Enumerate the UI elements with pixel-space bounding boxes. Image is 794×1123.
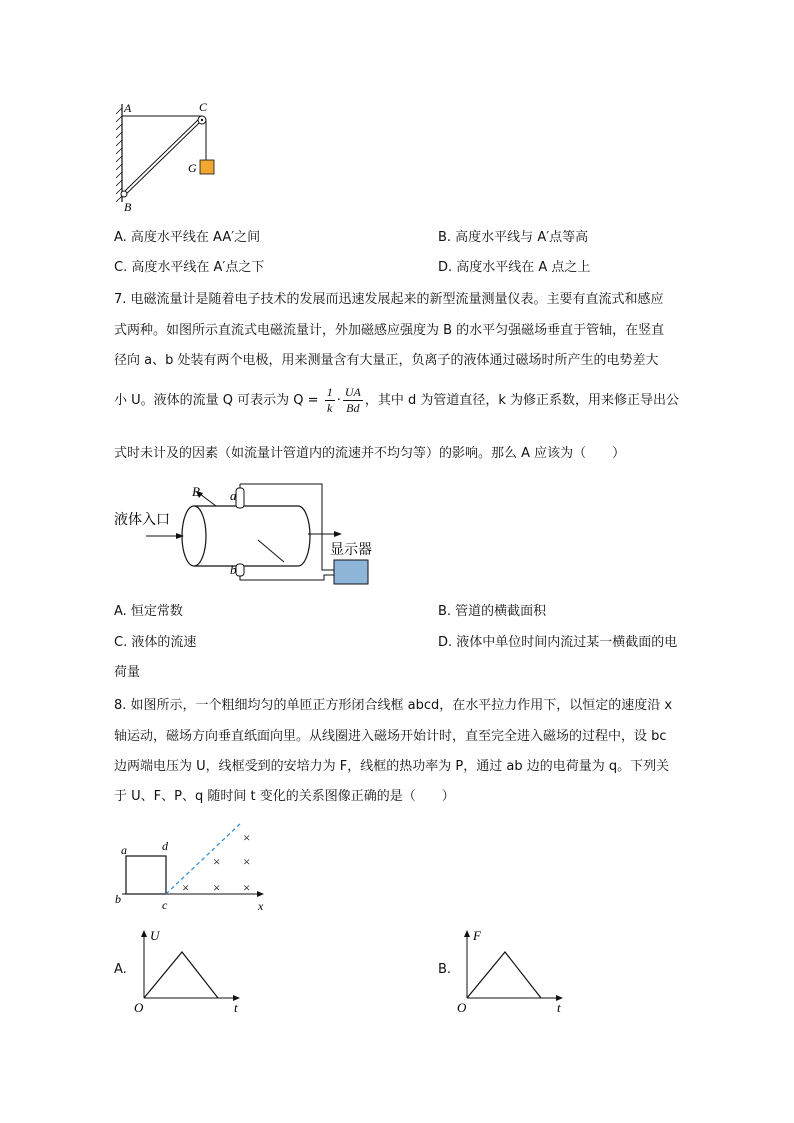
q7-fig-label-b-field: B [192, 484, 200, 499]
q7-line-4b: ，其中 d 为管道直径，k 为修正系数，用来修正导出公 [364, 393, 680, 408]
q8-field-cross: × [243, 854, 251, 869]
q7-frac1-num: 1 [326, 385, 333, 399]
q8-graph-a[interactable] [130, 926, 250, 1016]
q8-line-2: 轴运动，磁场方向垂直纸面向里。从线圈进入磁场开始计时，直至完全进入磁场的过程中，设 bc [114, 729, 667, 744]
q7-line-5: 式时未计及的因素（如流量计管道内的流速并不均匀等）的影响。那么 A 应该为（ ） [114, 446, 626, 461]
fig6-label-g: G [188, 161, 197, 175]
q7-line-1: 7. 电磁流量计是随着电子技术的发展而迅速发展起来的新型流量测量仪表。主要有直流式和感应 [114, 292, 664, 307]
q7-frac2-num: UA [344, 385, 361, 399]
q8-field-cross: × [243, 830, 251, 845]
q7-fig-inlet: 液体入口 [114, 512, 170, 528]
fig6-label-b: B [124, 200, 132, 214]
q8-graph-a-ylabel: U [150, 928, 160, 943]
q8-graph-b-ylabel: F [473, 928, 481, 943]
q8-figure [112, 818, 272, 914]
q8-line-1: 8. 如图所示，一个粗细均匀的单匝正方形闭合线框 abcd，在水平拉力作用下，以恒定的速度沿 x [114, 698, 673, 713]
q7-frac2-den: Bd [346, 401, 360, 415]
q8-fig-label-a: a [121, 843, 127, 857]
q8-field-cross: × [243, 880, 251, 895]
q8-fig-label-b: b [115, 892, 121, 906]
q8-option-b[interactable]: B. [438, 962, 452, 977]
q6-option-a[interactable]: A. 高度水平线在 AA′之间 [114, 230, 261, 245]
q7-option-d[interactable]: D. 液体中单位时间内流过某一横截面的电 [438, 635, 678, 650]
q7-frac1-den: k [327, 401, 333, 415]
q8-graph-b[interactable] [453, 926, 573, 1016]
q8-field-cross: × [213, 854, 221, 869]
q8-field-cross: × [182, 880, 190, 895]
q8-graph-b-xlabel: t [557, 1000, 561, 1015]
q7-line-4a: 小 U。液体的流量 Q 可表示为 Q = [114, 393, 319, 408]
q6-option-c[interactable]: C. 高度水平线在 A′点之下 [114, 260, 265, 275]
fig6-label-c: C [199, 100, 208, 114]
q8-fig-label-c: c [162, 898, 168, 912]
q8-graph-a-origin: O [134, 1000, 144, 1015]
q7-dot: · [336, 393, 341, 408]
q8-graph-b-origin: O [457, 1000, 467, 1015]
q7-line-3: 径向 a、b 处装有两个电极，用来测量含有大量正，负离子的液体通过磁场时所产生的电势差大 [114, 353, 659, 368]
q8-option-a[interactable]: A. [114, 962, 127, 977]
q8-line-3: 边两端电压为 U，线框受到的安培力为 F，线框的热功率为 P，通过 ab 边的电荷量为 q。下列关 [114, 759, 670, 774]
q6-option-d[interactable]: D. 高度水平线在 A 点之上 [438, 260, 591, 275]
q7-option-a[interactable]: A. 恒定常数 [114, 604, 183, 619]
q6-figure [112, 98, 232, 218]
q8-fig-label-x: x [258, 899, 264, 913]
q7-fraction-2 [343, 385, 363, 416]
q7-option-d-cont: 荷量 [114, 665, 141, 680]
q7-option-b[interactable]: B. 管道的横截面积 [438, 604, 547, 619]
q7-fig-label-a: a [230, 488, 237, 503]
q7-figure [112, 478, 392, 590]
fig6-label-a: A [124, 101, 132, 115]
q7-line-4 [114, 384, 704, 418]
q7-fraction-1 [325, 385, 335, 416]
q8-graph-a-xlabel: t [234, 1000, 238, 1015]
q8-fig-label-d: d [162, 839, 168, 853]
q7-fig-label-b: b [230, 562, 237, 577]
q7-line-2: 式两种。如图所示直流式电磁流量计，外加磁感应强度为 B 的水平匀强磁场垂直于管轴，在竖直 [114, 323, 665, 338]
q7-option-c[interactable]: C. 液体的流速 [114, 635, 197, 650]
q8-field-cross: × [213, 880, 221, 895]
q7-fig-display: 显示器 [330, 542, 372, 558]
q6-option-b[interactable]: B. 高度水平线与 A′点等高 [438, 230, 589, 245]
q8-line-4: 于 U、F、P、q 随时间 t 变化的关系图像正确的是（ ） [114, 789, 455, 804]
